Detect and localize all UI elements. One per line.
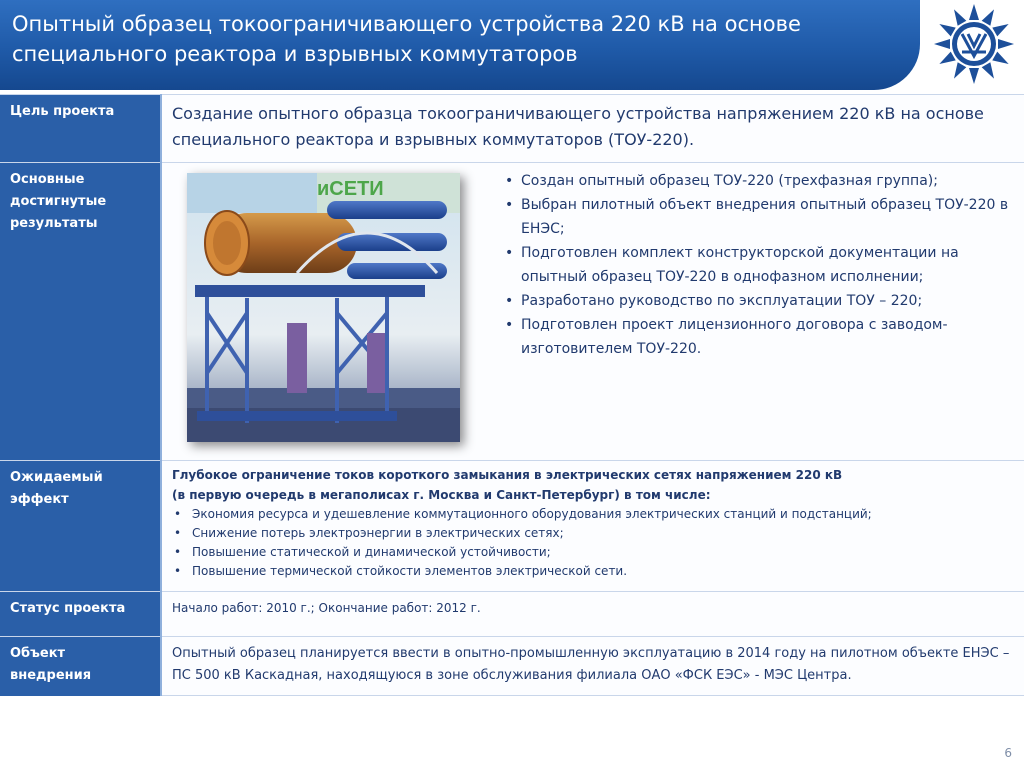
effect-cell (162, 460, 1024, 591)
effect-heading-line1: Глубокое ограничение токов короткого замыкания в электрических сетях напряжением 220 кВ (172, 468, 843, 482)
effect-list (172, 505, 1014, 581)
slide-title: Опытный образец токоограничивающего устройства 220 кВ на основе специального реактора и взрывных коммутаторов (12, 12, 801, 66)
object-row (0, 636, 1024, 696)
svg-text:иСЕТИ: иСЕТИ (317, 178, 384, 200)
effect-row (0, 460, 1024, 591)
object-label: Объект внедрения (0, 636, 160, 696)
effect-heading-line2: (в первую очередь в мегаполисах г. Москва и Санкт-Петербург) в том числе: (172, 488, 711, 502)
status-row (0, 591, 1024, 636)
list-item: • Подготовлен комплект конструкторской документации на опытный образец ТОУ-220 в однофазном исполнении; (500, 241, 1010, 289)
results-label: Основные достигнутые результаты (0, 162, 160, 460)
page-number: 6 (1004, 746, 1012, 760)
results-row (0, 162, 1024, 460)
slide-header (0, 0, 920, 90)
effect-label: Ожидаемый эффект (0, 460, 160, 591)
list-item: • Выбран пилотный объект внедрения опытный образец ТОУ-220 в ЕНЭС; (500, 193, 1010, 241)
prototype-photo-drawing (187, 173, 460, 442)
list-item: • Создан опытный образец ТОУ-220 (трехфазная группа); (500, 169, 1010, 193)
goal-row (0, 94, 1024, 162)
goal-text: Создание опытного образца токоограничивающего устройства напряжением 220 кВ на основе специального реактора и взрывных коммутаторов (ТОУ-220). (172, 104, 984, 149)
list-item: • Повышение статической и динамической устойчивости; (172, 543, 1014, 562)
list-item: • Снижение потерь электроэнергии в электрических сетях; (172, 524, 1014, 543)
object-text: Опытный образец планируется ввести в опытно-промышленную эксплуатацию в 2014 году на пилотном объекте ЕНЭС – ПС 500 кВ Каскадная, находящуюся в зоне обслуживания филиала ОАО «ФСК ЕЭС» - МЭС Центра. (172, 646, 1010, 683)
list-item: • Подготовлен проект лицензионного договора с заводом-изготовителем ТОУ-220. (500, 313, 1010, 361)
results-list (500, 169, 1010, 361)
list-item: • Разработано руководство по эксплуатации ТОУ – 220; (500, 289, 1010, 313)
tou-220-prototype-photo (187, 173, 460, 442)
goal-cell (162, 94, 1024, 162)
object-cell (162, 636, 1024, 696)
status-label: Статус проекта (0, 591, 160, 636)
status-cell (162, 591, 1024, 636)
effect-heading (172, 465, 1014, 505)
results-cell (162, 162, 1024, 460)
company-logo-icon (924, 0, 1024, 92)
list-item: • Экономия ресурса и удешевление коммутационного оборудования электрических станций и подстанций; (172, 505, 1014, 524)
list-item: • Повышение термической стойкости элементов электрической сети. (172, 562, 1014, 581)
goal-label: Цель проекта (0, 94, 160, 162)
status-text: Начало работ: 2010 г.; Окончание работ: 2012 г. (172, 601, 481, 615)
